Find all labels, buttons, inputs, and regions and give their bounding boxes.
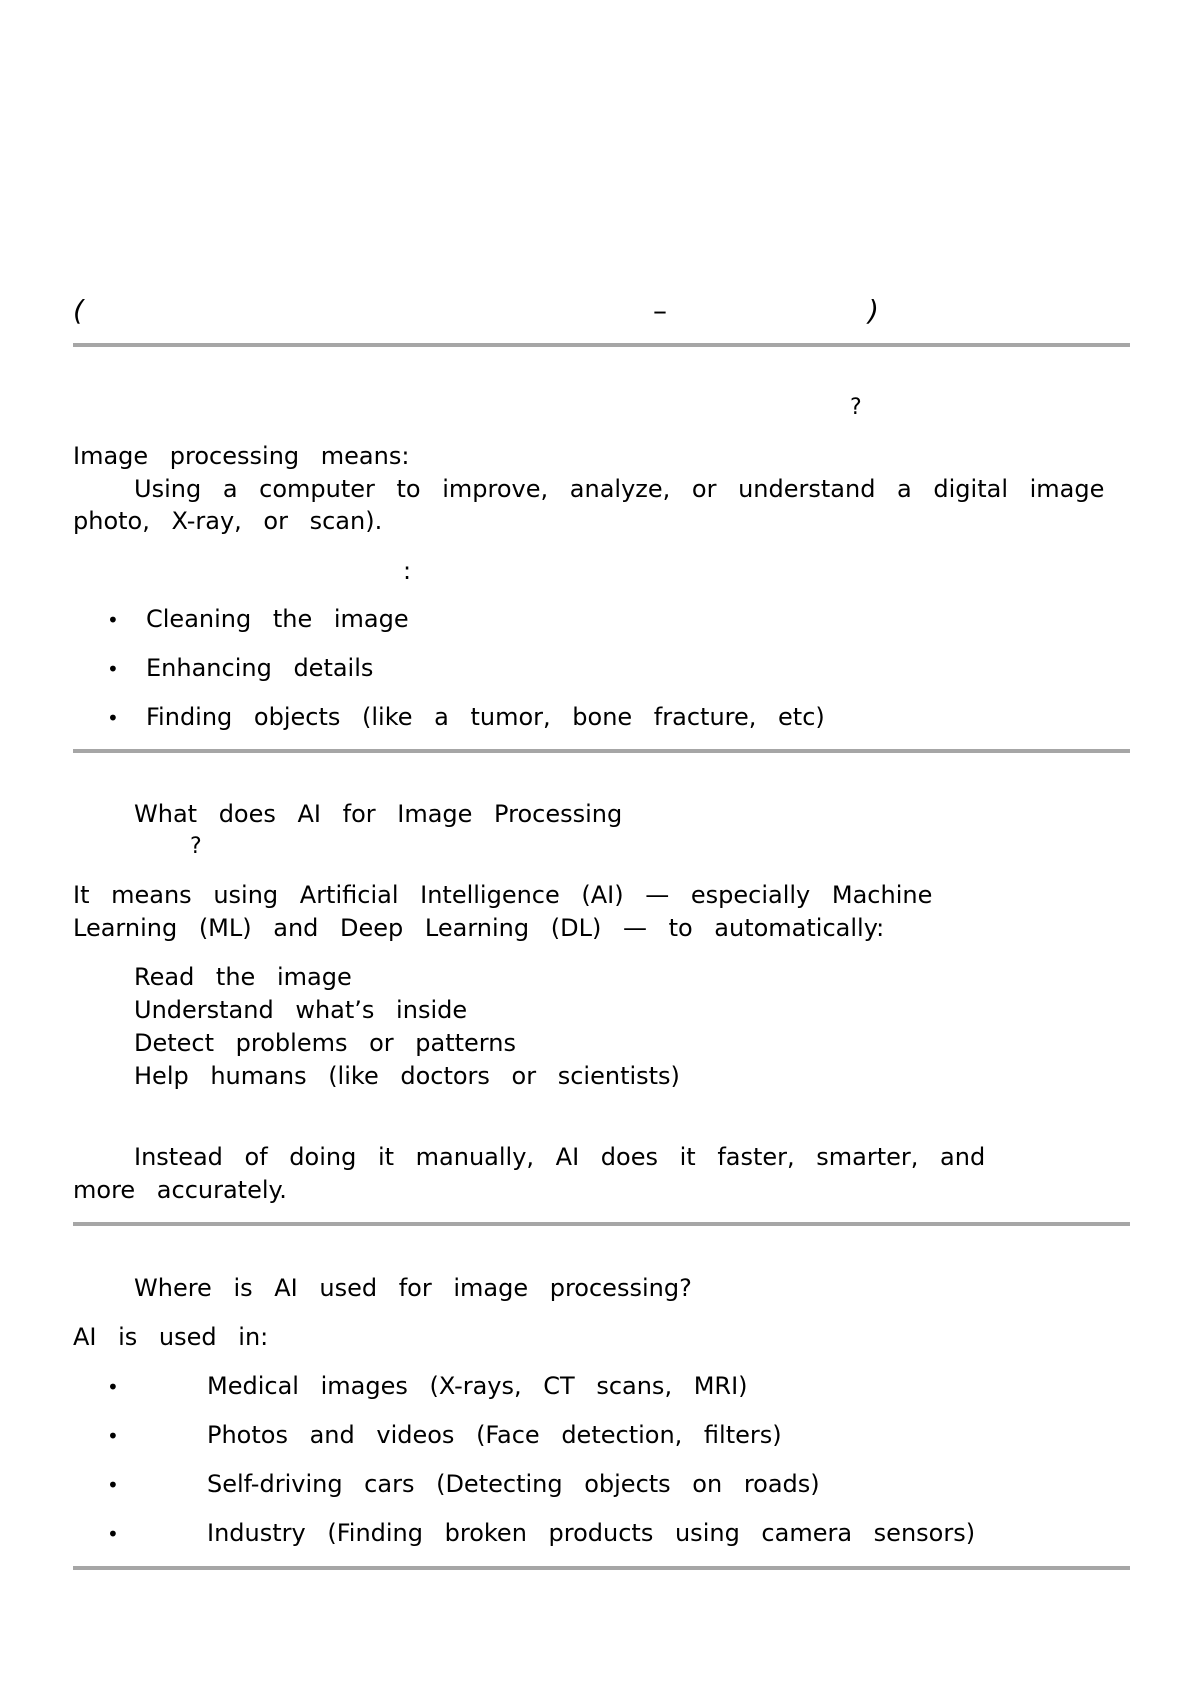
section1-question-mark: ? <box>850 395 862 420</box>
list-item: Cleaning the image <box>146 605 409 633</box>
divider <box>73 1566 1130 1570</box>
header-dash: – <box>653 294 667 327</box>
bullet-icon: • <box>107 706 119 730</box>
list-item: Photos and videos (Face detection, filters) <box>207 1421 782 1449</box>
list-item: Enhancing details <box>146 654 374 682</box>
section2-heading-question: ? <box>190 834 202 859</box>
divider <box>73 749 1130 753</box>
section3-intro: AI is used in: <box>73 1323 269 1351</box>
list-item: Industry (Finding broken products using camera sensors) <box>207 1519 976 1547</box>
section2-note-line2: more accurately. <box>73 1176 287 1204</box>
bullet-icon: • <box>107 608 119 632</box>
section1-definition-line2: photo, X-ray, or scan). <box>73 507 383 535</box>
section2-paragraph-line1: It means using Artificial Intelligence (AI) — especially Machine <box>73 881 933 909</box>
list-item: Medical images (X-rays, CT scans, MRI) <box>207 1372 748 1400</box>
list-item: Finding objects (like a tumor, bone fracture, etc) <box>146 703 825 731</box>
bullet-icon: • <box>107 657 119 681</box>
section1-definition-line1: Using a computer to improve, analyze, or understand a digital image <box>134 475 1105 503</box>
section3-heading: Where is AI used for image processing? <box>134 1274 692 1302</box>
header-open-paren: ( <box>73 294 84 327</box>
section1-colon: : <box>403 557 412 585</box>
step-item: Read the image <box>134 963 352 991</box>
section2-paragraph-line2: Learning (ML) and Deep Learning (DL) — to automatically: <box>73 914 885 942</box>
bullet-icon: • <box>107 1424 119 1448</box>
divider <box>73 1222 1130 1226</box>
step-item: Understand what’s inside <box>134 996 468 1024</box>
step-item: Detect problems or patterns <box>134 1029 516 1057</box>
bullet-icon: • <box>107 1473 119 1497</box>
bullet-icon: • <box>107 1375 119 1399</box>
section1-intro: Image processing means: <box>73 442 410 470</box>
section2-note-line1: Instead of doing it manually, AI does it faster, smarter, and <box>134 1143 986 1171</box>
header-close-paren: ) <box>868 294 879 327</box>
list-item: Self-driving cars (Detecting objects on roads) <box>207 1470 820 1498</box>
section2-heading: What does AI for Image Processing <box>134 800 623 828</box>
step-item: Help humans (like doctors or scientists) <box>134 1062 680 1090</box>
divider <box>73 343 1130 347</box>
bullet-icon: • <box>107 1522 119 1546</box>
